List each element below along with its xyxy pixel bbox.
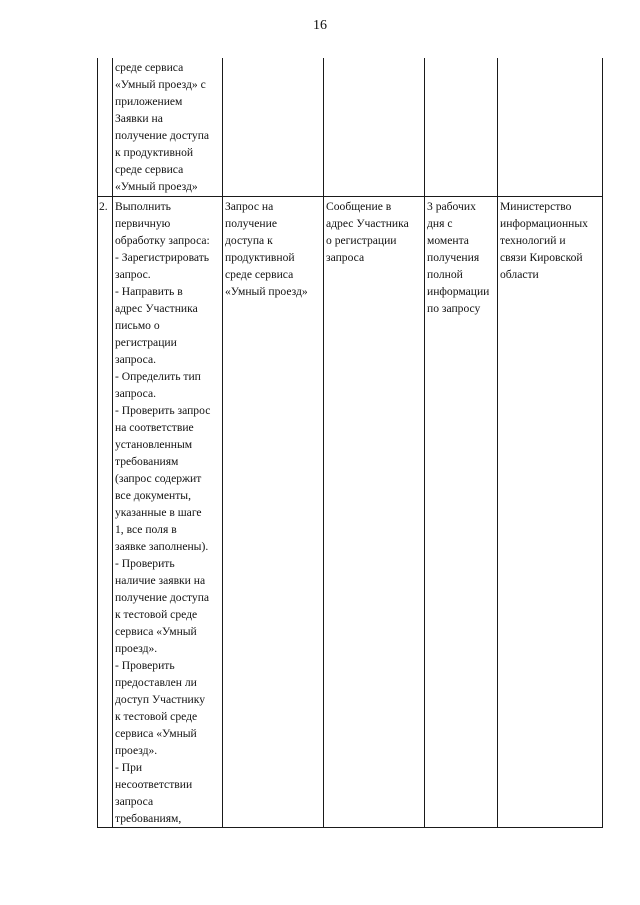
- text-line: первичную: [115, 217, 171, 230]
- cell-input: [223, 197, 324, 828]
- text-line: запрос.: [115, 268, 151, 281]
- text-line: сервиса «Умный: [115, 727, 197, 740]
- text-line: - Проверить: [115, 659, 175, 672]
- text-line: области: [500, 268, 539, 281]
- table-row-2: [98, 197, 603, 828]
- text-line: запроса: [326, 251, 365, 264]
- text-line: о регистрации: [326, 234, 397, 247]
- text-line: - Определить тип: [115, 370, 201, 383]
- cell-action-continuation: [113, 58, 223, 197]
- text-line: получение: [225, 217, 277, 230]
- text-line: проезд».: [115, 642, 158, 655]
- text-line: получения: [427, 251, 480, 264]
- text-line: запроса: [115, 795, 154, 808]
- text-line: к тестовой среде: [115, 608, 198, 621]
- cell-input-empty: [223, 58, 324, 197]
- text-line: на соответствие: [115, 421, 194, 434]
- cell-number-empty: [98, 58, 113, 197]
- cell-output-empty: [324, 58, 425, 197]
- text-line: получение доступа: [115, 591, 210, 604]
- text-line: все документы,: [115, 489, 191, 502]
- text-line: «Умный проезд»: [115, 180, 198, 193]
- text-line: - Проверить: [115, 557, 175, 570]
- text-line: проезд».: [115, 744, 158, 757]
- text-line: среде сервиса: [115, 61, 184, 74]
- text-line: дня с: [427, 217, 453, 230]
- text-line: «Умный проезд» с: [115, 78, 206, 91]
- cell-responsible-empty: [498, 58, 603, 197]
- text-line: Заявки на: [115, 112, 163, 125]
- text-line: среде сервиса: [225, 268, 294, 281]
- text-line: несоответствии: [115, 778, 193, 791]
- text-line: полной: [427, 268, 463, 281]
- text-line: «Умный проезд»: [225, 285, 308, 298]
- text-line: 3 рабочих: [427, 200, 476, 213]
- text-line: - При: [115, 761, 143, 774]
- text-line: требованиям,: [115, 812, 182, 825]
- text-line: (запрос содержит: [115, 472, 202, 485]
- text-line: информации: [427, 285, 490, 298]
- text-line: адрес Участника: [326, 217, 409, 230]
- cell-action: [113, 197, 223, 828]
- text-line: к тестовой среде: [115, 710, 198, 723]
- text-line: - Проверить запрос: [115, 404, 211, 417]
- process-table: [97, 58, 603, 828]
- text-line: связи Кировской: [500, 251, 583, 264]
- text-line: установленным: [115, 438, 193, 451]
- text-line: доступа к: [225, 234, 273, 247]
- text-line: Выполнить: [115, 200, 171, 213]
- text-line: обработку запроса:: [115, 234, 210, 247]
- text-line: Министерство: [500, 200, 572, 213]
- text-line: указанные в шаге: [115, 506, 202, 519]
- cell-term: [425, 197, 498, 828]
- cell-step-number: 2.: [98, 197, 113, 828]
- text-line: письмо о: [115, 319, 160, 332]
- text-line: наличие заявки на: [115, 574, 206, 587]
- text-line: Запрос на: [225, 200, 274, 213]
- text-line: 1, все поля в: [115, 523, 177, 536]
- text-line: требованиям: [115, 455, 179, 468]
- cell-term-empty: [425, 58, 498, 197]
- page-number: 16: [313, 18, 327, 33]
- text-line: доступ Участнику: [115, 693, 206, 706]
- text-line: получение доступа: [115, 129, 210, 142]
- text-line: приложением: [115, 95, 183, 108]
- text-line: сервиса «Умный: [115, 625, 197, 638]
- text-line: заявке заполнены).: [115, 540, 209, 553]
- table-row-continuation: [98, 58, 603, 197]
- text-line: к продуктивной: [115, 146, 194, 159]
- text-line: Сообщение в: [326, 200, 392, 213]
- text-line: - Зарегистрировать: [115, 251, 210, 264]
- text-line: запроса.: [115, 353, 156, 366]
- text-line: среде сервиса: [115, 163, 184, 176]
- cell-output: [324, 197, 425, 828]
- text-line: - Направить в: [115, 285, 183, 298]
- text-line: момента: [427, 234, 469, 247]
- text-line: технологий и: [500, 234, 566, 247]
- text-line: продуктивной: [225, 251, 295, 264]
- text-line: адрес Участника: [115, 302, 198, 315]
- text-line: запроса.: [115, 387, 156, 400]
- text-line: регистрации: [115, 336, 177, 349]
- text-line: предоставлен ли: [115, 676, 197, 689]
- text-line: информационных: [500, 217, 588, 230]
- text-line: по запросу: [427, 302, 481, 315]
- cell-responsible: [498, 197, 603, 828]
